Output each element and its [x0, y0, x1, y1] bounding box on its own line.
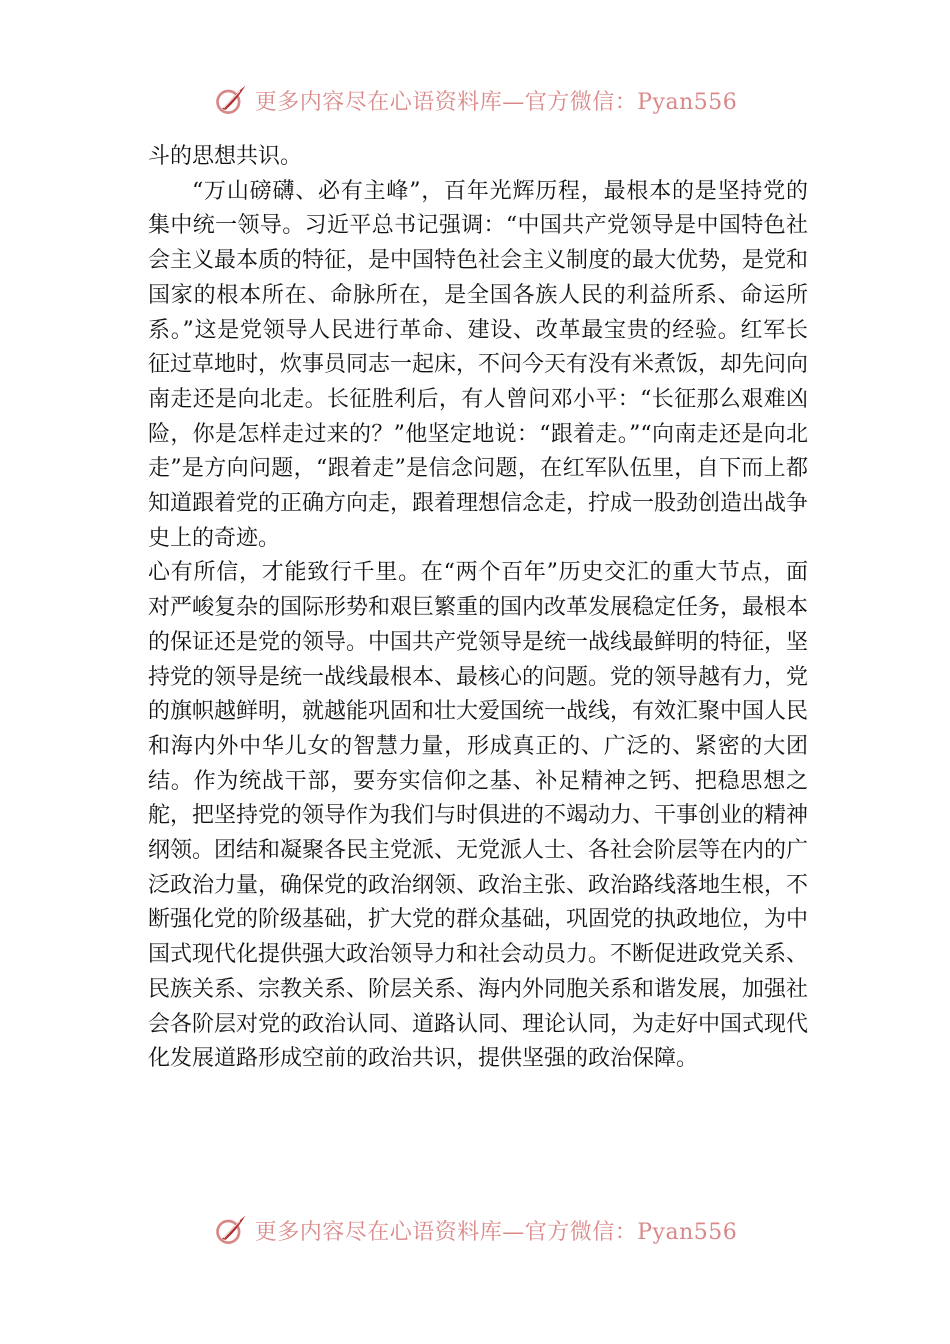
- watermark: [213, 1212, 738, 1244]
- watermark-text: 更多内容尽在心语资料库—官方微信：Pyan556: [254, 1219, 738, 1244]
- header-watermark: [0, 78, 950, 122]
- watermark: [213, 82, 738, 118]
- watermark-text: 更多内容尽在心语资料库—官方微信：Pyan556: [254, 89, 738, 115]
- paragraph: “万山磅礴、必有主峰”，百年光辉历程，最根本的是坚持党的集中统一领导。习近平总书记强调：“中国共产党领导是中国特色社会主义最本质的特征，是中国特色社会主义制度的最大优势，是党和国家的根本所在、命脉所在，是全国各族人民的利益所系、命运所系。”这是党领导人民进行革命、建设、改革最宝贵的经验。红军长征过草地时，炊事员同志一起床，不问今天有没有米煮饭，却先问向南走还是向北走。长征胜利后，有人曾问邓小平：“长征那么艰难凶险，你是怎样走过来的？”他坚定地说：“跟着走。”“向南走还是向北走”是方向问题，“跟着走”是信念问题，在红军队伍里，自下而上都知道跟着党的正确方向走，跟着理想信念走，拧成一股劲创造出战争史上的奇迹。: [148, 178, 809, 551]
- paragraph: 心有所信，才能致行千里。在“两个百年”历史交汇的重大节点，面对严峻复杂的国际形势和艰巨繁重的国内改革发展稳定任务，最根本的保证还是党的领导。中国共产党领导是统一战线最鲜明的特征，坚持党的领导是统一战线最根本、最核心的问题。党的领导越有力，党的旗帜越鲜明，就越能巩固和壮大爱国统一战线，有效汇聚中国人民和海内外中华儿女的智慧力量，形成真正的、广泛的、紧密的大团结。作为统战干部，要夯实信仰之基、补足精神之钙、把稳思想之舵，把坚持党的领导作为我们与时俱进的不竭动力、干事创业的精神纲领。团结和凝聚各民主党派、无党派人士、各社会阶层等在内的广泛政治力量，确保党的政治纲领、政治主张、政治路线落地生根，不断强化党的阶级基础，扩大党的群众基础，巩固党的执政地位，为中国式现代化提供强大政治领导力和社会动员力。不断促进政党关系、民族关系、宗教关系、阶层关系、海内外同胞关系和谐发展，加强社会各阶层对党的政治认同、道路认同、理论认同，为走好中国式现代化发展道路形成空前的政治共识，提供坚强的政治保障。: [148, 560, 809, 1072]
- feather-pen-logo-icon: [213, 82, 249, 118]
- feather-pen-logo-icon: [213, 1212, 249, 1244]
- paragraph-continuation: 斗的思想共识。: [148, 144, 303, 169]
- footer-watermark: [0, 1204, 950, 1244]
- document-body: [148, 140, 808, 1077]
